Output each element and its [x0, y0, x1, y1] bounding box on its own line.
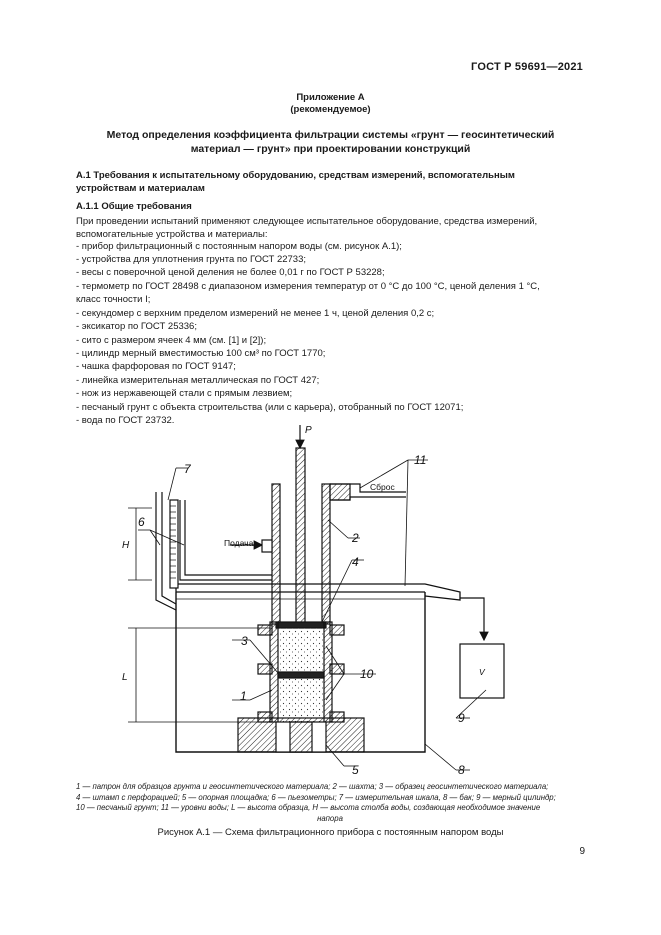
- label-8: 8: [458, 763, 465, 777]
- label-9: 9: [458, 711, 465, 725]
- notes-line3: 10 — песчаный грунт; 11 — уровни воды; L — высота образца, H — высота столба воды, создающая необходимое значение: [76, 803, 541, 812]
- label-L: L: [122, 672, 128, 683]
- sand-upper: [278, 628, 324, 672]
- standard-code: ГОСТ Р 59691—2021: [471, 61, 583, 73]
- method-title-line2: материал — грунт» при проектировании конструкций: [190, 143, 471, 155]
- list-item: - нож из нержавеющей стали с прямым лезвием;: [76, 388, 293, 399]
- intro-line2: вспомогательные устройства и материалы:: [76, 229, 268, 240]
- section-a11-heading: А.1.1 Общие требования: [76, 201, 192, 212]
- appendix-title: Приложение А: [296, 92, 365, 103]
- label-podacha: Подача: [224, 538, 254, 548]
- notes-line2: 4 — штамп с перфорацией; 5 — опорная площадка; 6 — пьезометры; 7 — измерительная шкала, 8 — бак; 9 — мерный цилиндр;: [76, 792, 556, 802]
- list-item: - сито с размером ячеек 4 мм (см. [1] и [2]);: [76, 335, 267, 346]
- section-a1-line2: устройствам и материалам: [76, 183, 205, 194]
- list-item: класс точности I;: [76, 294, 151, 305]
- label-2: 2: [352, 531, 359, 545]
- list-item: - термометр по ГОСТ 28498 с диапазоном измерения температур от 0 °С до 100 °С, ценой деления 1 °С,: [76, 281, 540, 292]
- list-item: - прибор фильтрационный с постоянным напором воды (см. рисунок А.1);: [76, 241, 402, 252]
- sand-lower: [278, 678, 324, 722]
- appendix-status: (рекомендуемое): [290, 104, 371, 115]
- page-number: 9: [579, 846, 585, 857]
- label-H: H: [122, 540, 130, 551]
- label-P: P: [305, 425, 312, 436]
- shaft-right-wall: [322, 484, 330, 624]
- notes-line1: 1 — патрон для образцов грунта и геосинтетического материала; 2 — шахта; 3 — образец геосинтетического материала;: [76, 782, 549, 791]
- list-item: - секундомер с верхним пределом измерений не менее 1 ч, ценой деления 0,2 с;: [76, 308, 435, 319]
- label-10: 10: [360, 667, 374, 681]
- label-7: 7: [184, 462, 191, 476]
- method-title-line1: Метод определения коэффициента фильтрации системы «грунт — геосинтетический: [106, 129, 555, 141]
- list-item: - устройства для уплотнения грунта по ГОСТ 22733;: [76, 254, 307, 265]
- label-sbros: Сброс: [370, 482, 395, 492]
- intro-line1: При проведении испытаний применяют следующее испытательное оборудование, средства измерений,: [76, 216, 538, 227]
- label-6: 6: [138, 515, 145, 529]
- section-a1-line1: А.1 Требования к испытательному оборудованию, средствам измерений, вспомогательным: [76, 170, 515, 181]
- label-5: 5: [352, 763, 359, 777]
- label-4: 4: [352, 555, 359, 569]
- list-item: - эксикатор по ГОСТ 25336;: [76, 321, 197, 332]
- figure-notes: [76, 782, 584, 824]
- list-item: - чашка фарфоровая по ГОСТ 9147;: [76, 361, 236, 372]
- label-11: 11: [414, 453, 427, 467]
- outflow-line: [460, 598, 484, 640]
- notes-line4: напора: [317, 813, 343, 823]
- list-item: - вода по ГОСТ 23732.: [76, 415, 175, 426]
- label-3: 3: [241, 634, 248, 648]
- list-item: - линейка измерительная металлическая по ГОСТ 427;: [76, 375, 320, 386]
- label-1: 1: [240, 689, 247, 703]
- list-item: - весы с поверочной ценой деления не более 0,01 г по ГОСТ Р 53228;: [76, 267, 385, 278]
- geosynthetic-sample: [278, 672, 324, 678]
- shaft-left-wall: [272, 484, 280, 624]
- list-item: - песчаный грунт с объекта строительства (или с карьера), отобранный по ГОСТ 12071;: [76, 402, 464, 413]
- stamp: [276, 622, 326, 628]
- label-V: V: [479, 667, 485, 677]
- measuring-scale: [170, 500, 178, 588]
- load-rod: [296, 448, 305, 624]
- list-item: - цилиндр мерный вместимостью 100 см³ по ГОСТ 1770;: [76, 348, 326, 359]
- figure-caption: Рисунок А.1 — Схема фильтрационного прибора с постоянным напором воды: [157, 827, 504, 838]
